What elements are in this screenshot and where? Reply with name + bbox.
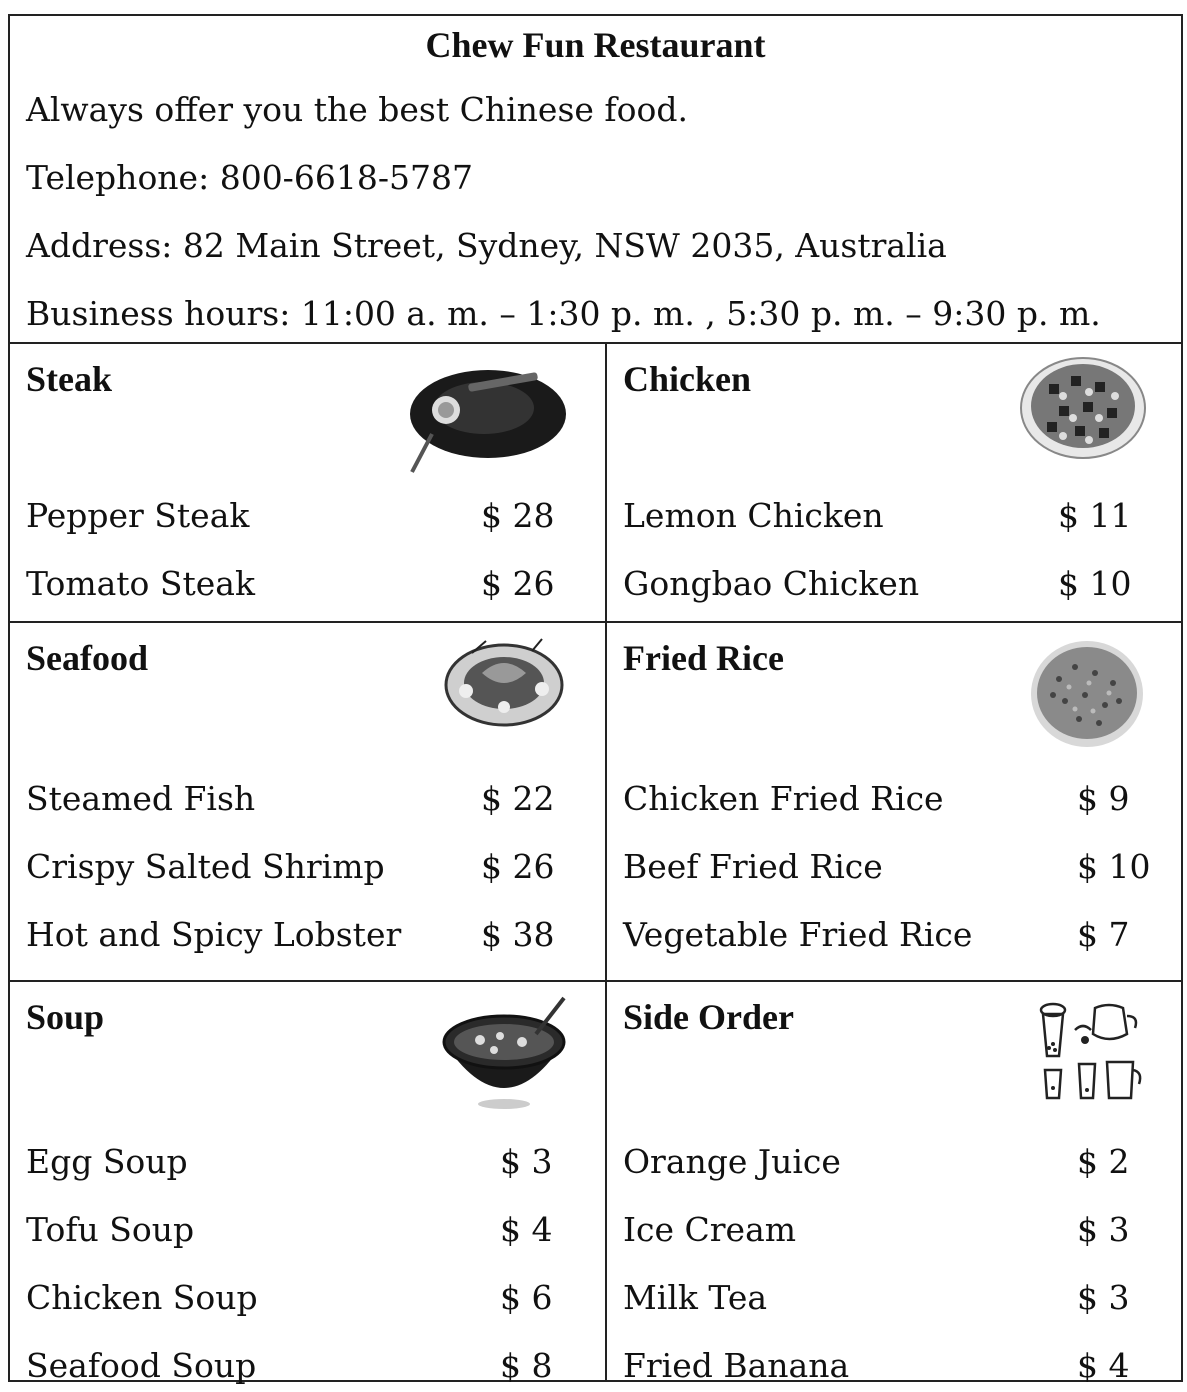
menu-item-name: Pepper Steak (26, 496, 250, 535)
menu-item-name: Beef Fried Rice (623, 847, 883, 886)
menu-item-name: Crispy Salted Shrimp (26, 847, 385, 886)
section-title-fried-rice: Fried Rice (623, 638, 784, 678)
menu-item-name: Tomato Steak (26, 564, 255, 603)
menu-item-name: Lemon Chicken (623, 496, 884, 535)
address-line: Address: 82 Main Street, Sydney, NSW 2035, Australia (26, 226, 947, 265)
section-steak (10, 344, 605, 621)
menu-item-price: $ 11 (1058, 496, 1132, 535)
menu-item-name: Orange Juice (623, 1142, 841, 1181)
menu-item-name: Seafood Soup (26, 1346, 257, 1385)
menu-item-name: Vegetable Fried Rice (623, 915, 973, 954)
menu-item-name: Chicken Fried Rice (623, 779, 944, 818)
section-side-order (607, 982, 1185, 1385)
menu-item-price: $ 7 (1077, 915, 1130, 954)
menu-item-price: $ 3 (500, 1142, 553, 1181)
menu-item-name: Steamed Fish (26, 779, 256, 818)
steak-plate-icon (408, 364, 568, 474)
menu-item-name: Fried Banana (623, 1346, 850, 1385)
section-title-side-order: Side Order (623, 997, 794, 1037)
menu-item-price: $ 9 (1077, 779, 1130, 818)
menu-item-price: $ 28 (481, 496, 555, 535)
menu-item-price: $ 26 (481, 564, 555, 603)
chicken-plate-icon (1019, 356, 1149, 462)
menu-item-price: $ 38 (481, 915, 555, 954)
menu-item-price: $ 26 (481, 847, 555, 886)
restaurant-menu (8, 14, 1183, 1385)
menu-item-name: Milk Tea (623, 1278, 768, 1317)
seafood-bowl-icon (442, 633, 566, 749)
drinks-icon (1035, 1000, 1145, 1104)
section-title-soup: Soup (26, 997, 105, 1037)
soup-bowl-icon (440, 994, 570, 1110)
menu-item-price: $ 22 (481, 779, 555, 818)
restaurant-title: Chew Fun Restaurant (425, 25, 766, 65)
menu-item-price: $ 2 (1077, 1142, 1130, 1181)
section-soup (10, 982, 605, 1385)
menu-item-price: $ 8 (500, 1346, 553, 1385)
section-chicken (607, 344, 1185, 621)
menu-item-price: $ 10 (1058, 564, 1132, 603)
menu-item-price: $ 6 (500, 1278, 553, 1317)
menu-item-price: $ 3 (1077, 1210, 1130, 1249)
menu-item-name: Ice Cream (623, 1210, 797, 1249)
menu-item-name: Chicken Soup (26, 1278, 258, 1317)
section-title-seafood: Seafood (26, 638, 149, 678)
menu-item-name: Tofu Soup (26, 1210, 195, 1249)
menu-item-name: Gongbao Chicken (623, 564, 920, 603)
menu-item-name: Hot and Spicy Lobster (26, 915, 402, 954)
section-fried-rice (607, 623, 1185, 980)
menu-item-price: $ 3 (1077, 1278, 1130, 1317)
section-title-steak: Steak (26, 359, 113, 399)
fried-rice-plate-icon (1029, 639, 1145, 749)
section-seafood (10, 623, 605, 980)
business-hours-line: Business hours: 11:00 a. m. – 1:30 p. m. , 5:30 p. m. – 9:30 p. m. (26, 294, 1101, 333)
menu-item-price: $ 10 (1077, 847, 1151, 886)
menu-header (10, 16, 1181, 344)
telephone-line: Telephone: 800-6618-5787 (26, 158, 473, 197)
menu-item-name: Egg Soup (26, 1142, 188, 1181)
menu-item-price: $ 4 (500, 1210, 553, 1249)
section-title-chicken: Chicken (623, 359, 752, 399)
menu-item-price: $ 4 (1077, 1346, 1130, 1385)
tagline: Always offer you the best Chinese food. (26, 90, 688, 129)
